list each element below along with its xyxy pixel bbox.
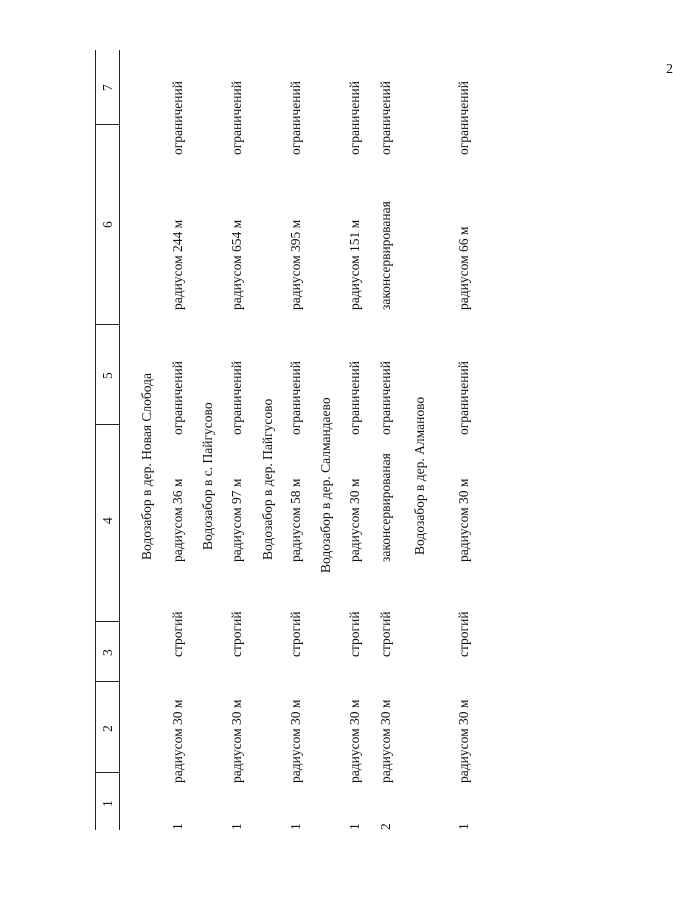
cell-col6: законсервированая [378, 201, 393, 310]
cell-col3: строгий [229, 611, 244, 657]
cell-col2: радиусом 30 м [347, 699, 362, 783]
cell-col4: радиусом 30 м [347, 478, 362, 562]
cell-col1: 1 [170, 823, 185, 830]
cell-col2: радиусом 30 м [170, 699, 185, 783]
col-divider [95, 772, 119, 773]
cell-col2: радиусом 30 м [288, 699, 303, 783]
cell-col5: ограничений [378, 361, 393, 435]
cell-col5: ограничений [288, 361, 303, 435]
cell-col5: ограничений [347, 361, 362, 435]
cell-col7: ограничений [456, 81, 471, 155]
cell-col6: радиусом 395 м [288, 219, 303, 310]
col-divider [95, 681, 119, 682]
col-divider [95, 621, 119, 622]
cell-col1: 1 [347, 823, 362, 830]
cell-col2: радиусом 30 м [378, 699, 393, 783]
col-divider [95, 424, 119, 425]
section-title: Водозабор в дер. Салмандаево [318, 397, 333, 573]
cell-col1: 2 [378, 823, 393, 830]
header-bottom-border [119, 50, 120, 830]
col-header-5: 5 [100, 372, 115, 379]
cell-col7: ограничений [378, 81, 393, 155]
section-title: Водозабор в дер. Новая Слобода [139, 372, 154, 560]
cell-col5: ограничений [170, 361, 185, 435]
cell-col7: ограничений [170, 81, 185, 155]
col-divider [95, 124, 119, 125]
cell-col1: 1 [456, 823, 471, 830]
col-header-6: 6 [100, 221, 115, 228]
cell-col4: радиусом 30 м [456, 478, 471, 562]
cell-col7: ограничений [229, 81, 244, 155]
col-header-1: 1 [100, 800, 115, 807]
col-header-7: 7 [100, 84, 115, 91]
col-divider [95, 324, 119, 325]
cell-col3: строгий [347, 611, 362, 657]
col-header-2: 2 [100, 725, 115, 732]
cell-col2: радиусом 30 м [229, 699, 244, 783]
cell-col6: радиусом 66 м [456, 226, 471, 310]
cell-col4: радиусом 58 м [288, 478, 303, 562]
cell-col5: ограничений [456, 361, 471, 435]
cell-col7: ограничений [347, 81, 362, 155]
cell-col3: строгий [378, 611, 393, 657]
cell-col4: законсервированая [378, 453, 393, 562]
cell-col7: ограничений [288, 81, 303, 155]
table-top-border [95, 50, 96, 830]
cell-col3: строгий [456, 611, 471, 657]
col-header-3: 3 [100, 649, 115, 656]
cell-col3: строгий [170, 611, 185, 657]
section-title: Водозабор в дер. Алманово [412, 396, 427, 555]
cell-col5: ограничений [229, 361, 244, 435]
cell-col4: радиусом 36 м [170, 478, 185, 562]
cell-col3: строгий [288, 611, 303, 657]
cell-col2: радиусом 30 м [456, 699, 471, 783]
cell-col1: 1 [229, 823, 244, 830]
cell-col6: радиусом 151 м [347, 219, 362, 310]
cell-col1: 1 [288, 823, 303, 830]
col-header-4: 4 [100, 517, 115, 524]
section-title: Водозабор в с. Пайгусово [200, 402, 215, 550]
section-title: Водозабор в дер. Пайгусово [260, 398, 275, 560]
cell-col6: радиусом 244 м [170, 219, 185, 310]
page-number: 2 [666, 62, 673, 77]
cell-col6: радиусом 654 м [229, 219, 244, 310]
cell-col4: радиусом 97 м [229, 478, 244, 562]
rotated-table [95, 50, 471, 830]
